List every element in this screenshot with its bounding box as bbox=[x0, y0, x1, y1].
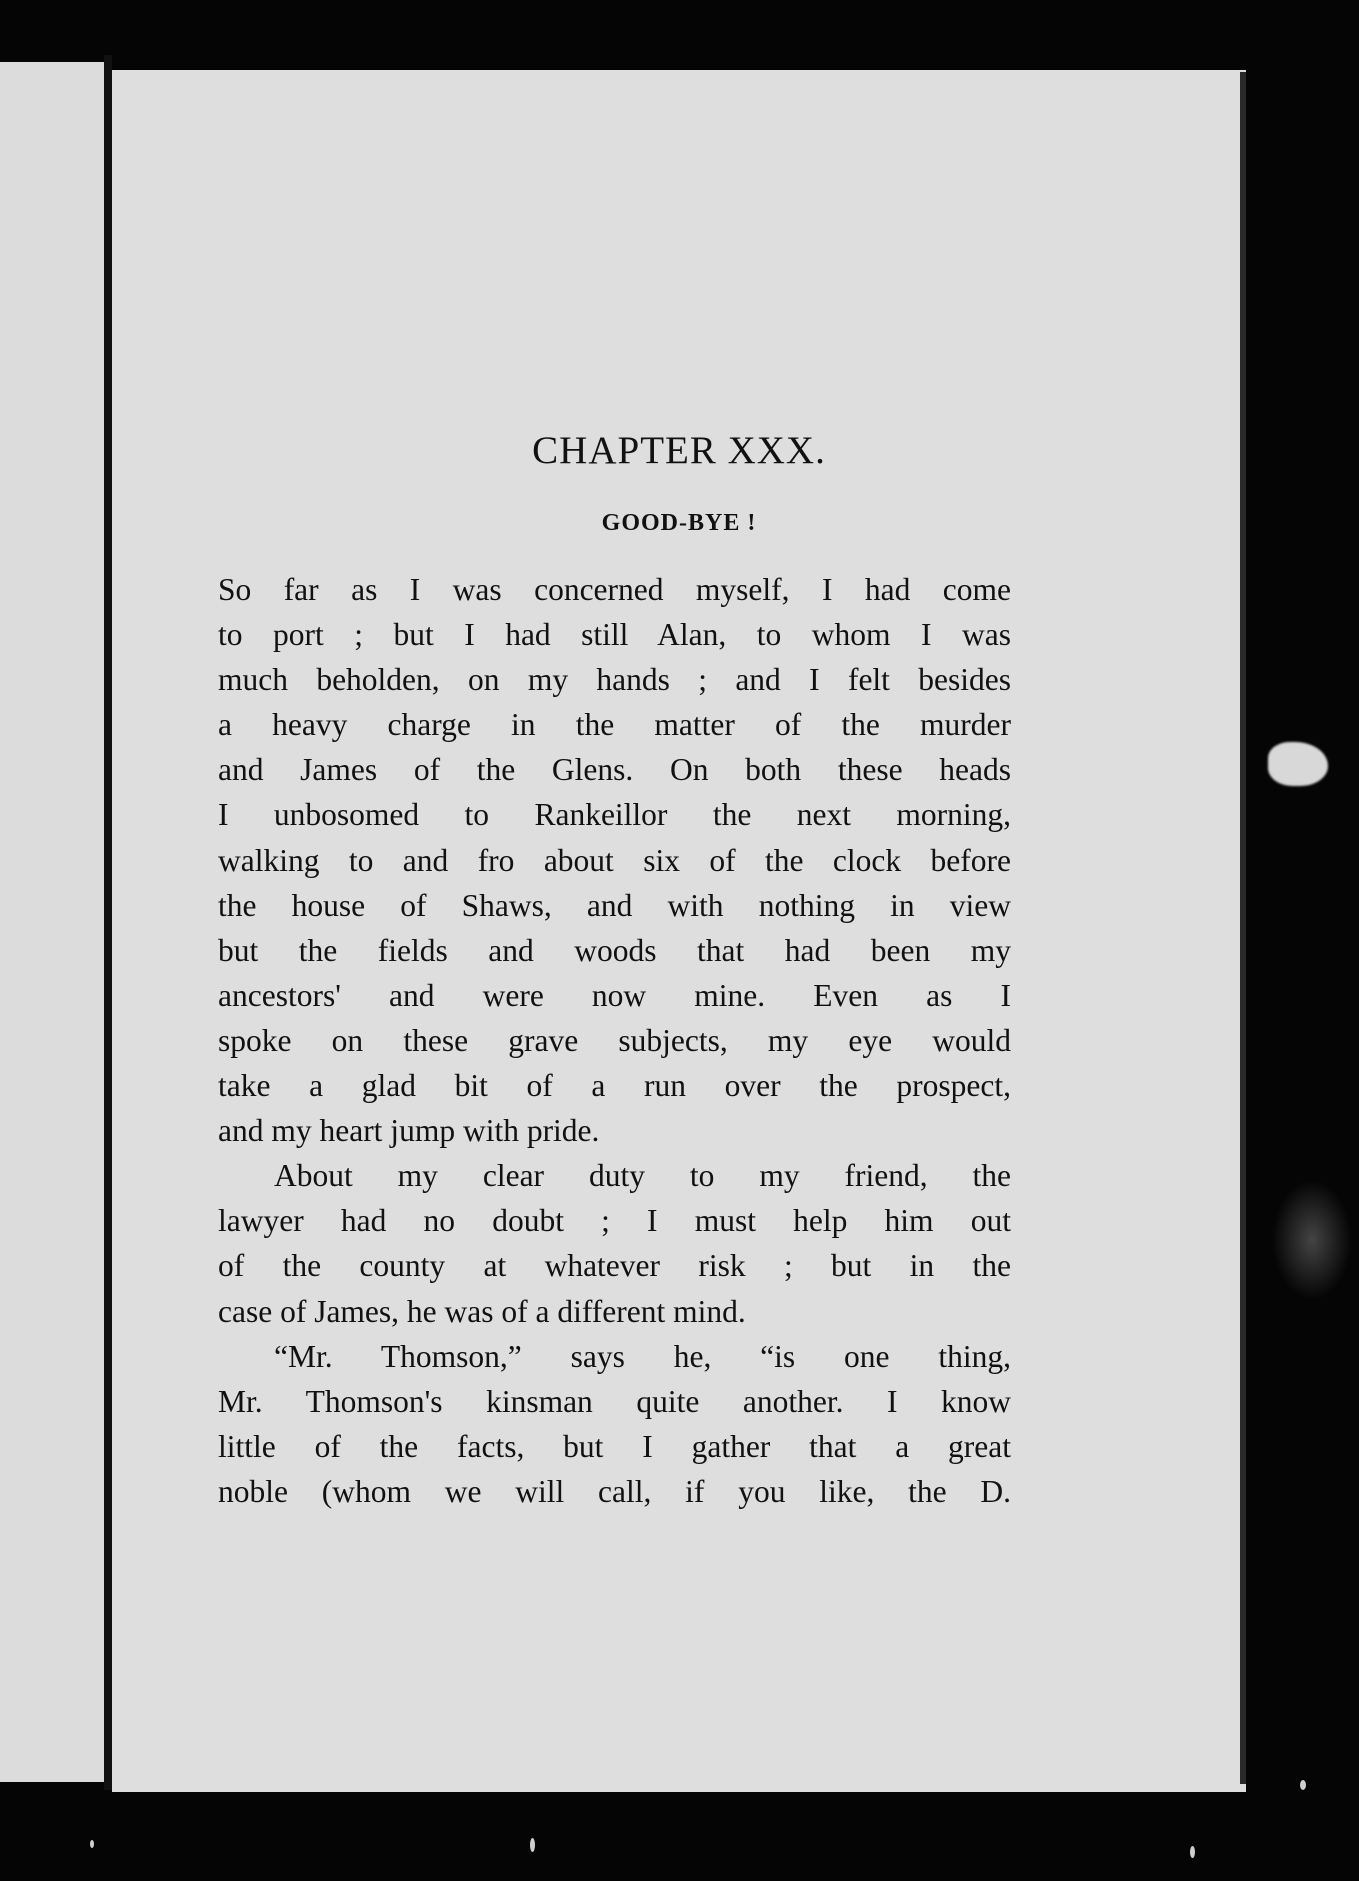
text-line: the house of Shaws, and with nothing in view bbox=[218, 887, 1011, 923]
text-line: Mr. Thomson's kinsman quite another. I know bbox=[218, 1383, 1011, 1419]
paragraph bbox=[218, 1334, 1011, 1514]
text-line: About my clear duty to my friend, the bbox=[274, 1158, 1011, 1194]
text-line: spoke on these grave subjects, my eye would bbox=[218, 1022, 1011, 1058]
scan-artifact-dot bbox=[530, 1838, 535, 1852]
scan-artifact-dot bbox=[1300, 1780, 1306, 1790]
text-line: but the fields and woods that had been my bbox=[218, 932, 1011, 968]
paragraph bbox=[218, 567, 1011, 1153]
scan-artifact-dot bbox=[1190, 1846, 1195, 1858]
text-line: and my heart jump with pride. bbox=[218, 1113, 600, 1149]
chapter-body bbox=[218, 567, 1011, 1514]
text-line: “Mr. Thomson,” says he, “is one thing, bbox=[274, 1338, 1011, 1374]
text-line: lawyer had no doubt ; I must help him out bbox=[218, 1203, 1011, 1239]
text-line: I unbosomed to Rankeillor the next morning, bbox=[218, 797, 1011, 833]
text-line: case of James, he was of a different mind. bbox=[218, 1293, 746, 1329]
paragraph bbox=[218, 1153, 1011, 1333]
text-line: So far as I was concerned myself, I had come bbox=[218, 572, 1011, 607]
text-line: little of the facts, but I gather that a great bbox=[218, 1428, 1011, 1464]
text-line: to port ; but I had still Alan, to whom I was bbox=[218, 617, 1011, 653]
scan-artifact-speck bbox=[1268, 742, 1328, 786]
text-line: and James of the Glens. On both these heads bbox=[218, 752, 1011, 788]
text-line: ancestors' and were now mine. Even as I bbox=[218, 977, 1011, 1013]
scan-artifact-dot bbox=[90, 1840, 94, 1848]
text-line: noble (whom we will call, if you like, the D. bbox=[218, 1473, 1011, 1509]
facing-page-edge bbox=[0, 62, 104, 1782]
book-gutter bbox=[104, 55, 112, 1790]
text-line: take a glad bit of a run over the prospect, bbox=[218, 1068, 1011, 1104]
scan-artifact-glow bbox=[1272, 1180, 1352, 1300]
page-edge-shadow bbox=[1240, 72, 1246, 1784]
text-line: much beholden, on my hands ; and I felt besides bbox=[218, 662, 1011, 698]
text-line: of the county at whatever risk ; but in the bbox=[218, 1248, 1011, 1284]
chapter-title: CHAPTER XXX. bbox=[532, 429, 826, 472]
text-line: a heavy charge in the matter of the murder bbox=[218, 707, 1011, 743]
chapter-subtitle: GOOD-BYE ! bbox=[601, 510, 757, 536]
text-line: walking to and fro about six of the clock before bbox=[218, 842, 1011, 878]
